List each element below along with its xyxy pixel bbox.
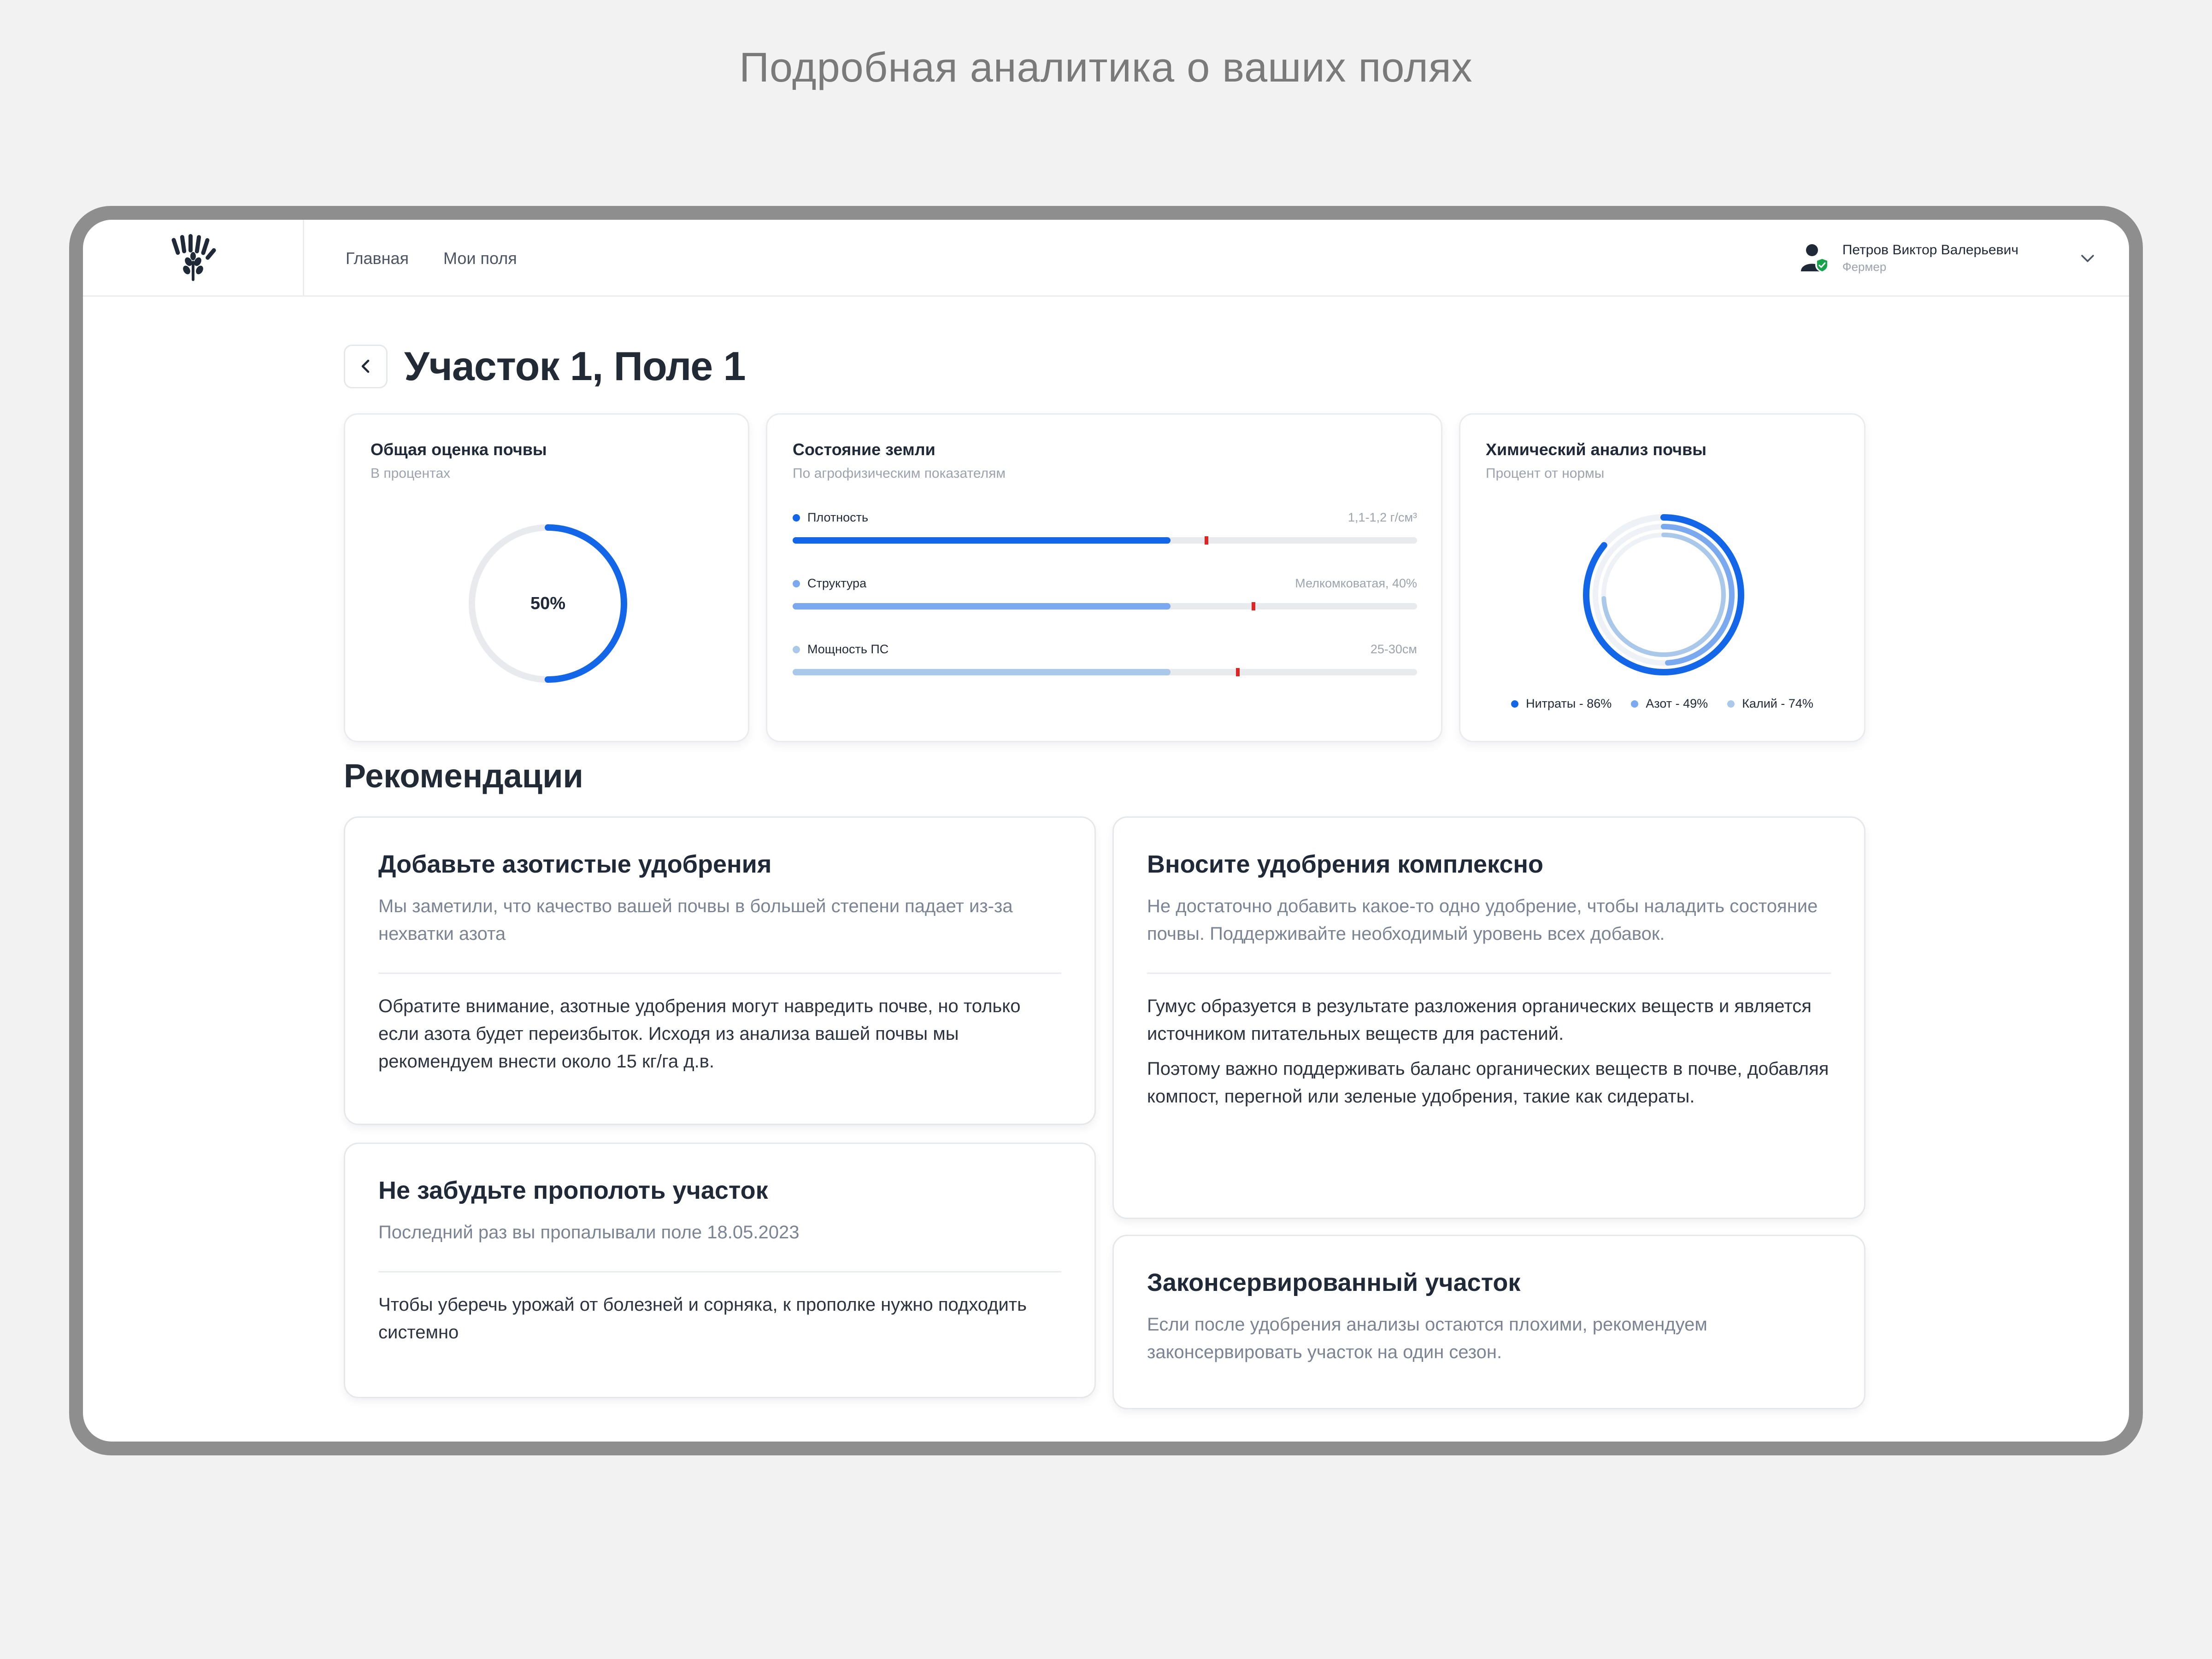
rec-title: Вносите удобрения комплексно xyxy=(1147,850,1543,878)
rec-title: Законсервированный участок xyxy=(1147,1269,1521,1296)
soil-depth-track xyxy=(793,669,1417,675)
legend-label-nitrates: Нитраты - 86% xyxy=(1526,697,1612,710)
soil-score-donut xyxy=(465,521,631,686)
top-navigation-bar xyxy=(83,220,2129,297)
recommendations-title: Рекомендации xyxy=(344,758,583,795)
structure-dot xyxy=(793,580,800,587)
rec-card-conserve-plot[interactable] xyxy=(1112,1235,1865,1409)
legend-dot-nitrates xyxy=(1511,700,1518,708)
rec-card-nitrogen-fertilizer[interactable] xyxy=(344,816,1096,1125)
divider xyxy=(1147,973,1831,974)
rec-body: Чтобы уберечь урожай от болезней и сорняка, к прополке нужно подходить системно xyxy=(378,1295,1027,1342)
density-value: 1,1-1,2 г/см³ xyxy=(1348,510,1417,524)
rec-body: Обратите внимание, азотные удобрения могут навредить почве, но только если азота будет переизбыток. Исходя из анализа вашей почвы мы рекомендуем внести около 15 кг/га д.в. xyxy=(378,996,1021,1072)
legend-potassium xyxy=(1727,697,1813,711)
legend-nitrogen xyxy=(1631,697,1708,711)
soil-score-value: 50% xyxy=(530,594,566,613)
soil-depth-dot xyxy=(793,646,800,653)
legend-nitrates xyxy=(1511,697,1612,711)
land-state-subtitle: По агрофизическим показателям xyxy=(793,466,1006,481)
structure-fill xyxy=(793,603,1171,610)
nav-link-home[interactable]: Главная xyxy=(346,248,409,268)
structure-value: Мелкомковатая, 40% xyxy=(1295,576,1417,590)
soil-depth-value: 25-30см xyxy=(1370,642,1417,656)
divider xyxy=(378,1271,1061,1272)
chem-rings-chart xyxy=(1578,509,1749,680)
logo[interactable] xyxy=(83,220,304,297)
rec-body: Поэтому важно поддерживать баланс органических веществ в почве, добавляя компост, перегной или зеленые удобрения, такие как сидераты. xyxy=(1147,1059,1829,1107)
chem-legend xyxy=(1460,697,1864,711)
land-state-card xyxy=(766,413,1442,742)
chem-analysis-card xyxy=(1459,413,1865,742)
density-dot xyxy=(793,514,800,522)
soil-depth-fill xyxy=(793,669,1171,675)
legend-label-potassium: Калий - 74% xyxy=(1742,697,1813,710)
soil-depth-label: Мощность ПС xyxy=(807,642,889,656)
main-nav xyxy=(346,220,517,297)
density-norm-marker xyxy=(1205,536,1208,545)
legend-dot-nitrogen xyxy=(1631,700,1638,708)
rec-lead: Последний раз вы пропалывали поле 18.05.2023 xyxy=(378,1222,800,1243)
divider xyxy=(378,973,1061,974)
user-menu[interactable] xyxy=(1796,220,2097,297)
farmer-avatar-icon xyxy=(1796,240,1833,277)
rec-card-weeding[interactable] xyxy=(344,1143,1096,1398)
rec-card-complex-fertilizer[interactable] xyxy=(1112,816,1865,1219)
density-label: Плотность xyxy=(807,510,869,524)
density-track xyxy=(793,537,1417,544)
density-fill xyxy=(793,537,1171,544)
chem-title: Химический анализ почвы xyxy=(1486,440,1706,459)
structure-track xyxy=(793,603,1417,610)
device-frame xyxy=(69,206,2143,1455)
chem-subtitle: Процент от нормы xyxy=(1486,466,1605,481)
legend-dot-potassium xyxy=(1727,700,1735,708)
page-headline: Подробная аналитика о ваших полях xyxy=(739,45,1473,91)
page-title: Участок 1, Поле 1 xyxy=(404,343,746,389)
wheat-hands-logo-icon xyxy=(165,233,221,284)
back-button[interactable] xyxy=(344,345,388,388)
soil-score-subtitle: В процентах xyxy=(371,466,451,481)
user-role: Фермер xyxy=(1842,260,1887,274)
legend-label-nitrogen: Азот - 49% xyxy=(1646,697,1708,710)
chevron-left-icon xyxy=(357,357,375,375)
rec-lead: Если после удобрения анализы остаются плохими, рекомендуем законсервировать участок на один сезон. xyxy=(1147,1314,1707,1362)
rec-title: Не забудьте прополоть участок xyxy=(378,1177,768,1204)
soil-score-title: Общая оценка почвы xyxy=(371,440,547,459)
land-state-title: Состояние земли xyxy=(793,440,935,459)
rec-lead: Мы заметили, что качество вашей почвы в большей степени падает из-за нехватки азота xyxy=(378,896,1013,944)
app-window xyxy=(83,220,2129,1442)
chevron-down-icon[interactable] xyxy=(2078,249,2097,268)
soil-depth-norm-marker xyxy=(1236,668,1240,676)
rec-lead: Не достаточно добавить какое-то одно удобрение, чтобы наладить состояние почвы. Поддерживайте необходимый уровень всех добавок. xyxy=(1147,896,1818,944)
user-info xyxy=(1842,242,2018,274)
rec-body: Гумус образуется в результате разложения органических веществ и является источником питательных веществ для растений. xyxy=(1147,996,1812,1044)
structure-norm-marker xyxy=(1252,602,1255,610)
nav-link-my-fields[interactable]: Мои поля xyxy=(443,248,517,268)
rec-title: Добавьте азотистые удобрения xyxy=(378,850,772,878)
user-name: Петров Виктор Валерьевич xyxy=(1842,242,2018,258)
page-header xyxy=(344,343,746,390)
structure-label: Структура xyxy=(807,576,867,590)
soil-score-card xyxy=(344,413,749,742)
